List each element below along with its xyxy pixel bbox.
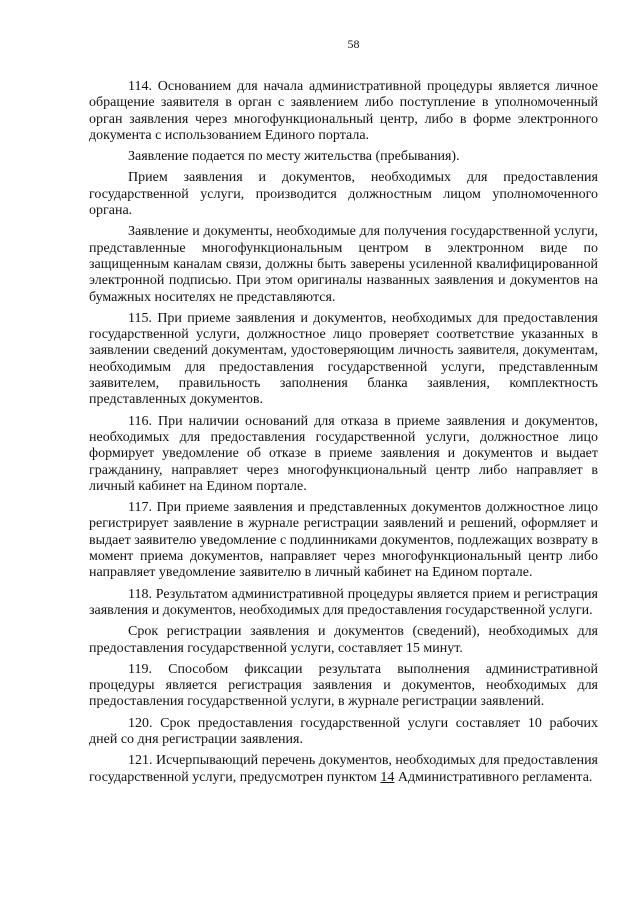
paragraph-114-place: Заявление подается по месту жительства (пребывания). xyxy=(128,149,460,165)
clause-14-link[interactable]: 14 xyxy=(380,769,395,785)
paragraph-116: 116. При наличии оснований для отказа в приеме заявления и документов, необходимых для предоставления государственной услуги, должностное лицо формирует уведомление об отказе в приеме заявления и документов и выдает гражданину, направляет через многофункциональный центр либо направляет в личный кабинет на Едином портале. xyxy=(89,413,598,494)
paragraph-119: 119. Способом фиксации результата выполнения административной процедуры является регистрация заявления и документов, необходимых для предоставления государственной услуги, в журнале регистрации заявлений. xyxy=(89,661,598,710)
document-body xyxy=(89,79,598,786)
paragraph-120: 120. Срок предоставления государственной услуги составляет 10 рабочих дней со дня регистрации заявления. xyxy=(89,715,598,747)
page-number: 58 xyxy=(347,37,360,51)
paragraph-114-electronic: Заявление и документы, необходимые для получения государственной услуги, представленные многофункциональным центром в электронном виде по защищенным каналам связи, должны быть заверены усиленной квалифицированной электронной подписью. При этом оригиналы названных заявления и документов на бумажных носителях не представляются. xyxy=(89,224,598,305)
paragraph-118: 118. Результатом административной процедуры является прием и регистрация заявления и документов, необходимых для предоставления государственной услуги. xyxy=(89,586,598,618)
paragraph-114-reception: Прием заявления и документов, необходимых для предоставления государственной услуги, производится должностным лицом уполномоченного органа. xyxy=(89,170,598,219)
paragraph-121-text: 121. Исчерпывающий перечень документов, необходимых для предоставления государственной услуги, предусмотрен пунктом xyxy=(89,753,598,785)
paragraph-114: 114. Основанием для начала административной процедуры является личное обращение заявителя в орган с заявлением либо поступление в уполномоченный орган заявления через многофункциональный центр, либо в форме электронного документа с использованием Единого портала. xyxy=(89,79,598,143)
paragraph-121 xyxy=(89,753,598,786)
paragraph-117: 117. При приеме заявления и представленных документов должностное лицо регистрирует заявление в журнале регистрации заявлений и решений, оформляет и выдает заявителю уведомление с подлинниками документов, подлежащих возврату в момент приема документов, направляет через многофункциональный центр либо направляет уведомление заявителю в личный кабинет на Едином портале. xyxy=(89,500,598,581)
paragraph-115: 115. При приеме заявления и документов, необходимых для предоставления государственной услуги, должностное лицо проверяет соответствие указанных в заявлении сведений документам, удостоверяющим личность заявителя, документам, необходимым для предоставления государственной услуги, представленным заявителем, правильность заполнения бланка заявления, комплектность представленных документов. xyxy=(89,310,598,408)
paragraph-121-tail: Административного регламента. xyxy=(394,769,593,785)
paragraph-118-term: Срок регистрации заявления и документов (сведений), необходимых для предоставления государственной услуги, составляет 15 минут. xyxy=(89,624,598,656)
